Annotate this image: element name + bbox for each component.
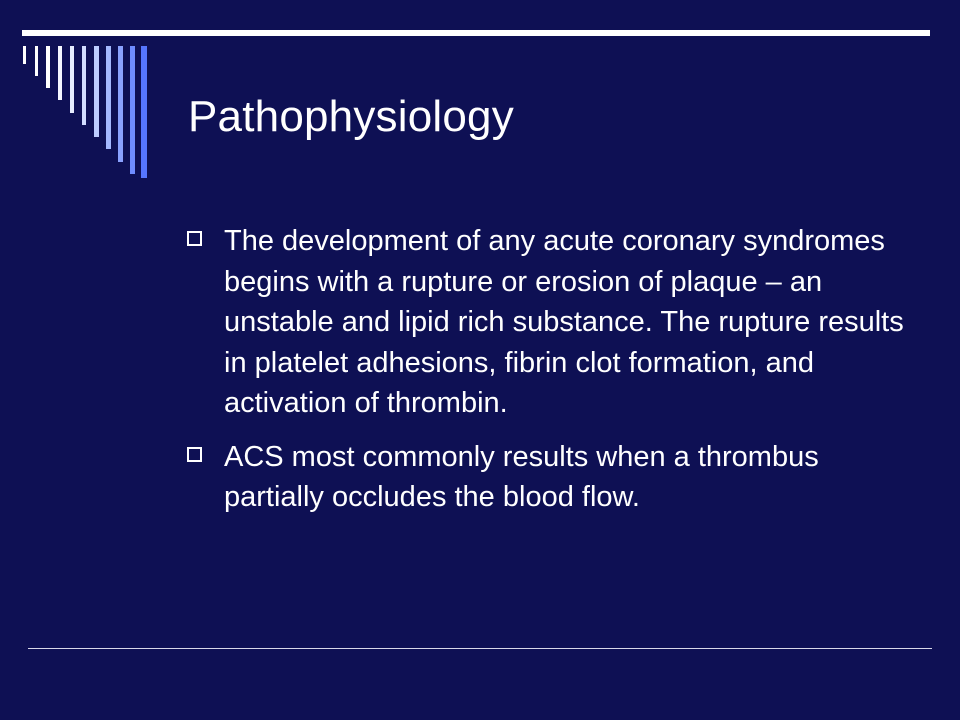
decorative-bar (94, 46, 99, 137)
decorative-bar (23, 46, 26, 64)
decorative-bar (106, 46, 111, 149)
decorative-bar (141, 46, 147, 178)
decorative-bar (82, 46, 86, 125)
bullet-list (186, 221, 906, 531)
decorative-bar (118, 46, 123, 162)
bullet-item (186, 437, 906, 518)
decorative-bar (35, 46, 38, 76)
bullet-item (186, 221, 906, 424)
slide-title: Pathophysiology (188, 92, 514, 141)
decorative-gradient-bars (0, 0, 170, 200)
hollow-square-bullet-icon (187, 231, 202, 246)
decorative-bar (70, 46, 74, 113)
hollow-square-bullet-icon (187, 447, 202, 462)
decorative-bar (58, 46, 62, 100)
bullet-text: ACS most commonly results when a thrombus partially occludes the blood flow. (224, 440, 819, 513)
decorative-bar (46, 46, 50, 88)
bullet-text: The development of any acute coronary syndromes begins with a rupture or erosion of plaque – an unstable and lipid rich substance. The rupture results in platelet adhesions, fibrin clot formation, and activation of thrombin. (224, 225, 904, 419)
bottom-divider-line (28, 648, 932, 649)
decorative-bar (130, 46, 135, 174)
